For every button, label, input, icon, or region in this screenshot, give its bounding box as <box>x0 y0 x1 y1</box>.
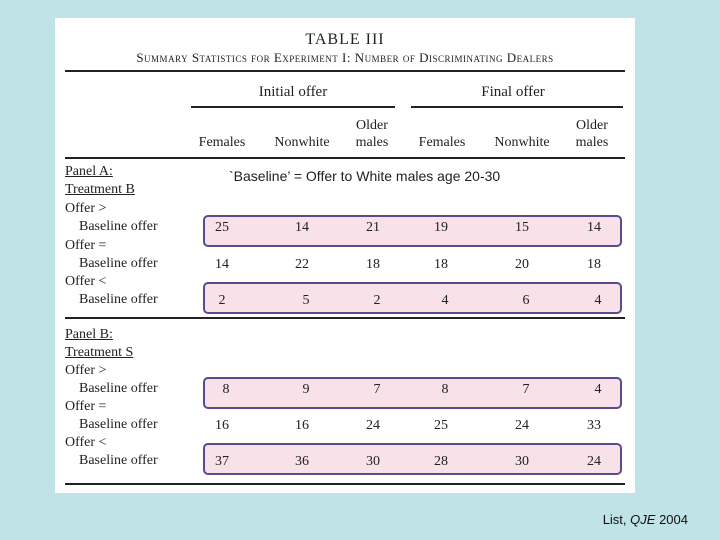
top-rule <box>65 70 625 72</box>
table-card <box>55 18 635 493</box>
cell: 15 <box>515 220 529 235</box>
col-header-1: Females <box>198 135 246 150</box>
panel-b-label: Panel B: <box>65 327 113 342</box>
cell: 25 <box>434 418 448 433</box>
cell: 24 <box>515 418 529 433</box>
bottom-rule <box>65 483 625 485</box>
cell: 4 <box>594 382 602 397</box>
row-sublabel-a2: Baseline offer <box>79 256 158 271</box>
cell: 16 <box>295 418 309 433</box>
cell: 8 <box>222 382 230 397</box>
cell: 25 <box>215 220 229 235</box>
cell: 7 <box>373 382 381 397</box>
final-offer-rule <box>411 106 623 108</box>
cell: 33 <box>587 418 601 433</box>
cell: 36 <box>295 454 309 469</box>
row-label-b3: Offer < <box>65 435 107 450</box>
cell: 14 <box>295 220 309 235</box>
highlight-row-a1 <box>203 215 622 247</box>
cell: 28 <box>434 454 448 469</box>
baseline-note: `Baseline’ = Offer to White males age 20-30 <box>229 168 501 184</box>
col-header-4: Females <box>418 135 466 150</box>
col-header-5: Nonwhite <box>494 135 550 150</box>
cell: 14 <box>587 220 601 235</box>
cell: 20 <box>515 257 529 272</box>
cell: 7 <box>522 382 530 397</box>
row-label-b1: Offer > <box>65 363 107 378</box>
cell: 6 <box>522 293 530 308</box>
cell: 16 <box>215 418 229 433</box>
cell: 4 <box>594 293 602 308</box>
highlight-row-a3 <box>203 282 622 314</box>
cell: 9 <box>302 382 310 397</box>
group-header-final: Final offer <box>481 84 545 100</box>
panel-divider-rule <box>65 317 625 319</box>
cell: 4 <box>441 293 449 308</box>
cell: 18 <box>587 257 601 272</box>
citation-journal: QJE <box>630 512 656 527</box>
row-label-a3: Offer < <box>65 274 107 289</box>
citation-year: 2004 <box>655 512 688 527</box>
col-header-6: Older males <box>575 118 609 150</box>
row-sublabel-b1: Baseline offer <box>79 381 158 396</box>
initial-offer-rule <box>191 106 395 108</box>
row-sublabel-a3: Baseline offer <box>79 292 158 307</box>
citation <box>603 512 688 527</box>
row-label-a2: Offer = <box>65 238 107 253</box>
cell: 22 <box>295 257 309 272</box>
cell: 18 <box>434 257 448 272</box>
cell: 19 <box>434 220 448 235</box>
cell: 30 <box>515 454 529 469</box>
row-label-b2: Offer = <box>65 399 107 414</box>
cell: 21 <box>366 220 380 235</box>
row-sublabel-b2: Baseline offer <box>79 417 158 432</box>
cell: 2 <box>218 293 226 308</box>
highlight-row-b3 <box>203 443 622 475</box>
table-title: TABLE III <box>305 31 385 48</box>
cell: 24 <box>587 454 601 469</box>
header-rule <box>65 157 625 159</box>
col-header-3: Older males <box>355 118 389 150</box>
cell: 18 <box>366 257 380 272</box>
row-label-a1: Offer > <box>65 201 107 216</box>
highlight-row-b1 <box>203 377 622 409</box>
col-header-2: Nonwhite <box>274 135 330 150</box>
cell: 8 <box>441 382 449 397</box>
cell: 2 <box>373 293 381 308</box>
cell: 30 <box>366 454 380 469</box>
row-sublabel-a1: Baseline offer <box>79 219 158 234</box>
row-sublabel-b3: Baseline offer <box>79 453 158 468</box>
panel-b-treatment: Treatment S <box>65 345 134 360</box>
table-subtitle: Summary Statistics for Experiment I: Number of Discriminating Dealers <box>136 50 554 65</box>
cell: 24 <box>366 418 380 433</box>
panel-a-label: Panel A: <box>65 164 113 179</box>
panel-a-treatment: Treatment B <box>65 182 135 197</box>
group-header-initial: Initial offer <box>258 84 328 100</box>
cell: 14 <box>215 257 229 272</box>
citation-author: List, <box>602 512 631 527</box>
cell: 5 <box>302 293 310 308</box>
cell: 37 <box>215 454 229 469</box>
